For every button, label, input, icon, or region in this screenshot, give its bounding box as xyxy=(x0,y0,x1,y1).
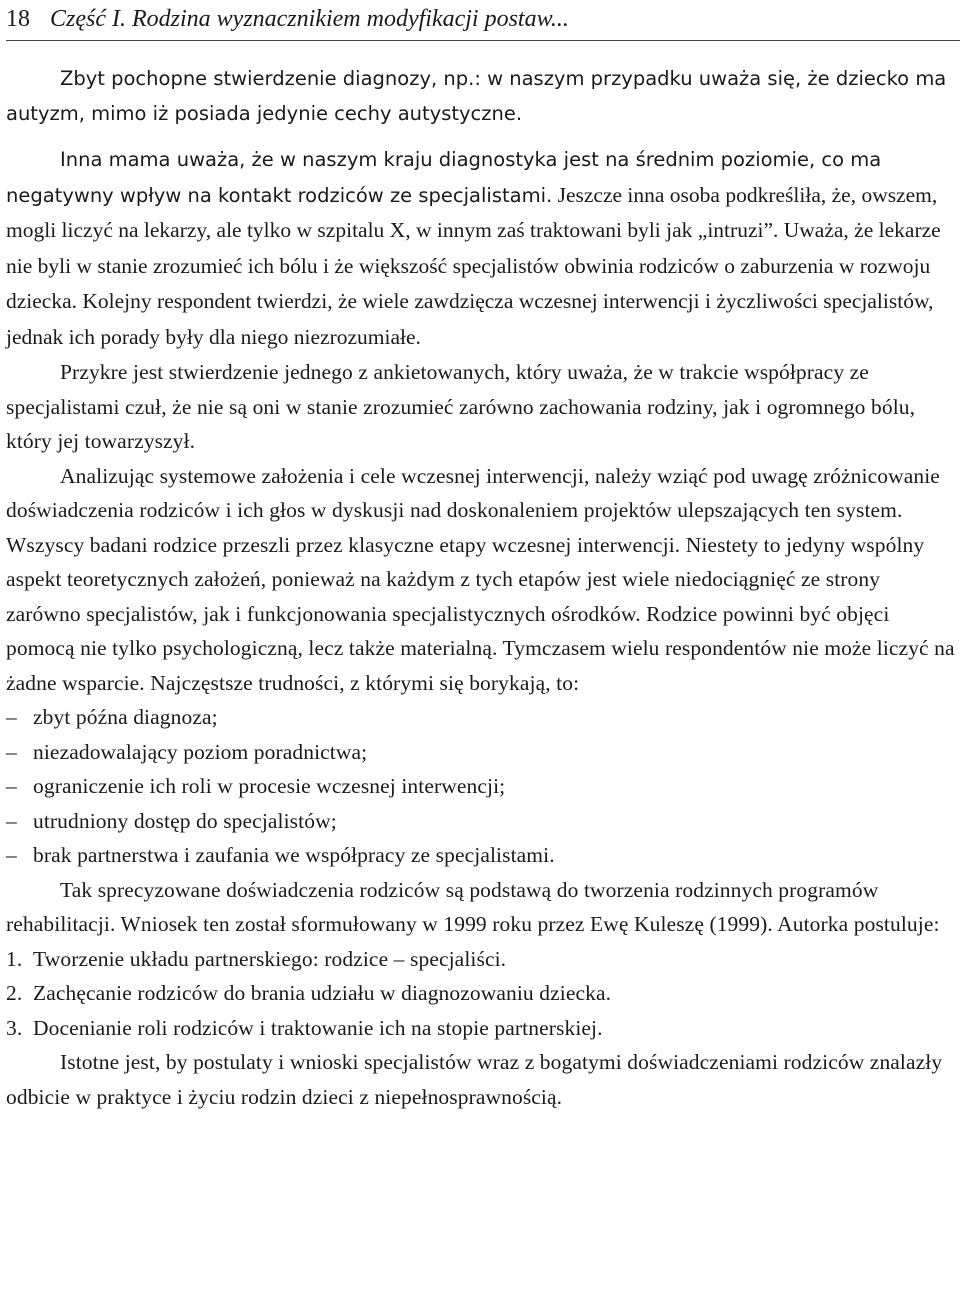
page-number: 18 xyxy=(6,6,30,32)
list-item xyxy=(6,700,960,735)
paragraph-rehabilitation-programs: Tak sprecyzowane doświadczenia rodziców są podstawą do tworzenia rodzinnych programów rehabilitacji. Wniosek ten został sformułowany w 1999 roku przez Ewę Kuleszę (1999). Autorka postuluje: xyxy=(6,877,940,936)
paragraph-intruders-text: Jeszcze inna osoba podkreśliła, że, owszem, mogli liczyć na lekarzy, ale tylko w szpitalu X, w innym zaś traktowani byli jak „intruzi”. xyxy=(6,182,938,242)
dash-marker: – xyxy=(6,739,17,764)
difficulties-list xyxy=(6,700,960,873)
running-header-title: Część I. Rodzina wyznacznikiem modyfikacji postaw... xyxy=(50,6,569,32)
list-item xyxy=(6,838,960,873)
list-item-text: Tworzenie układu partnerskiego: rodzice – specjaliści. xyxy=(33,946,507,971)
list-item xyxy=(6,1011,960,1046)
dash-marker: – xyxy=(6,843,17,867)
list-item-text: zbyt późna diagnoza; xyxy=(33,705,218,729)
list-number: 3. xyxy=(6,1015,23,1040)
list-item xyxy=(6,804,960,839)
body-text xyxy=(6,62,960,1114)
list-item xyxy=(6,769,960,804)
paragraph-specialists-blame-text: Uważa, że lekarze nie byli w stanie zrozumieć ich bólu i że większość specjalistów obwinia rodziców o zaburzenia w rozwoju dziecka. Kolejny respondent twierdzi, że wiele zawdzięcza wczesnej interwencji i życzliwości specjalistów, jednak ich porady były dla niego niezrozumiałe. xyxy=(6,218,941,349)
list-item xyxy=(6,735,960,770)
list-number: 1. xyxy=(6,946,23,971)
dash-marker: – xyxy=(6,705,17,729)
paragraph-quote-diagnosis: Zbyt pochopne stwierdzenie diagnozy, np.: w naszym przypadku uważa się, że dziecko ma autyzm, mimo iż posiada jedynie cechy autystyczne. xyxy=(6,67,947,125)
paragraph-diagnostics-level-text: Inna mama uważa, że w naszym kraju diagnostyka jest na średnim poziomie, co ma negatywny wpływ na kontakt rodziców ze specjalistami. xyxy=(6,148,882,207)
list-item-text: brak partnerstwa i zaufania we współpracy ze specjalistami. xyxy=(33,843,555,867)
list-item xyxy=(6,976,960,1011)
paragraph-system-analysis: Analizując systemowe założenia i cele wczesnej interwencji, należy wziąć pod uwagę zróżnicowanie doświadczenia rodziców i ich głos w dyskusji nad doskonaleniem projektów ulepszających ten system. Wszyscy badani rodzice przeszli przez klasyczne etapy wczesnej interwencji. Niestety to jedyny wspólny aspekt teoretycznych założeń, ponieważ na każdym z tych etapów jest wiele niedociągnięć ze strony zarówno specjalistów, jak i funkcjonowania specjalistycznych ośrodków. Rodzice powinni być objęci pomocą nie tylko psychologiczną, lecz także materialną. Tymczasem wielu respondentów nie może liczyć na żadne wsparcie. Najczęstsze trudności, z którymi się borykają, to: xyxy=(6,463,955,695)
running-header xyxy=(6,0,960,41)
list-item-text: utrudniony dostęp do specjalistów; xyxy=(33,808,337,833)
dash-marker: – xyxy=(6,774,17,798)
list-item-text: ograniczenie ich roli w procesie wczesnej interwencji; xyxy=(33,774,506,798)
list-number: 2. xyxy=(6,981,23,1005)
list-item xyxy=(6,942,960,977)
paragraph-conclusion: Istotne jest, by postulaty i wnioski specjalistów wraz z bogatymi doświadczeniami rodziców znalazły odbicie w praktyce i życiu rodzin dzieci z niepełnosprawnością. xyxy=(6,1050,943,1109)
list-item-text: niezadowalający poziom poradnictwa; xyxy=(33,739,368,764)
postulates-list xyxy=(6,942,960,1046)
dash-marker: – xyxy=(6,808,17,833)
list-item-text: Zachęcanie rodziców do brania udziału w diagnozowaniu dziecka. xyxy=(33,981,612,1005)
paragraph-diagnostics-level xyxy=(6,143,960,355)
list-item-text: Docenianie roli rodziców i traktowanie ich na stopie partnerskiej. xyxy=(33,1015,603,1040)
paragraph-painful-statement: Przykre jest stwierdzenie jednego z ankietowanych, który uważa, że w trakcie współpracy ze specjalistami czuł, że nie są oni w stanie zrozumieć zarówno zachowania rodziny, jak i ogromnego bólu, który jej towarzyszył. xyxy=(6,360,916,453)
